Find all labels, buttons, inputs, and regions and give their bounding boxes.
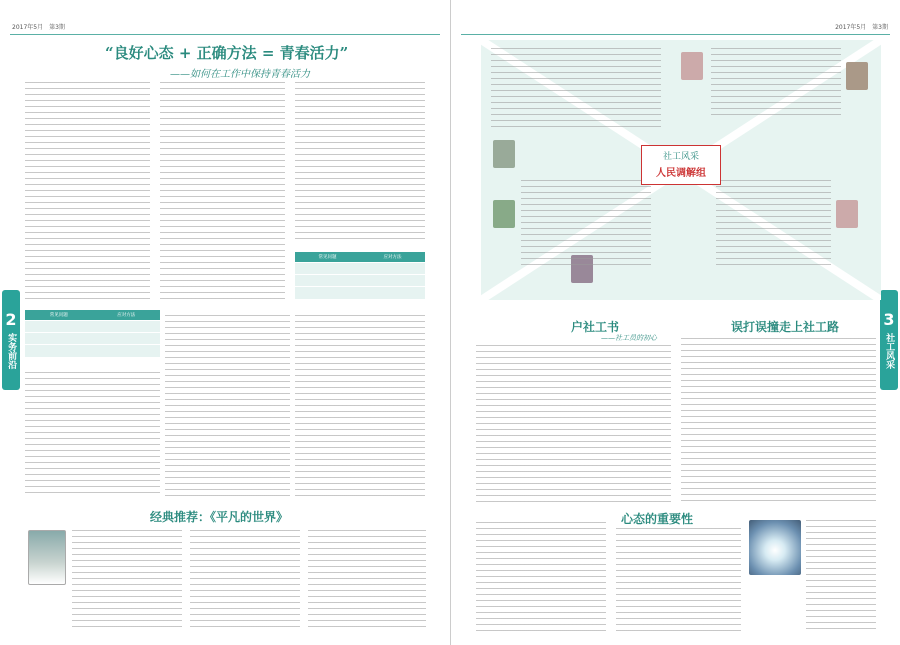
text-column: [616, 528, 741, 633]
running-head: 2017年5月 第3期: [12, 24, 65, 31]
table-cell: [295, 263, 360, 275]
right-page: [450, 0, 900, 645]
member-photo: [493, 140, 515, 168]
divider: [461, 34, 890, 35]
group-badge: [641, 145, 721, 185]
table-cell: [360, 263, 425, 275]
table-cell: [25, 321, 93, 333]
table-row: [25, 321, 160, 333]
table-cell: [295, 287, 360, 299]
text-column: [476, 522, 606, 632]
table-cell: [93, 321, 161, 333]
heart-image: [749, 520, 801, 575]
table-cell: [93, 345, 161, 357]
table-cell: [360, 275, 425, 287]
text-column: [165, 315, 290, 500]
side-tab-number: 2: [5, 309, 17, 329]
text-column: [491, 48, 661, 128]
text-column: [295, 82, 425, 242]
text-column: [25, 82, 150, 300]
table-header-row: [295, 252, 425, 263]
side-tab-label: 社工风采: [884, 333, 895, 370]
article-title: 误打误撞走上社工路: [731, 320, 840, 334]
text-column: [716, 180, 831, 270]
table-row: [25, 333, 160, 345]
table-header: 应对方法: [93, 310, 161, 321]
article-subtitle: ——社工员的初心: [601, 334, 657, 342]
member-photo: [846, 62, 868, 90]
table-row: [295, 287, 425, 299]
table-row: [295, 263, 425, 275]
table-header: 常见问题: [295, 252, 360, 263]
book-cover-image: [28, 530, 66, 585]
side-tab-label: 实务前沿: [6, 333, 17, 370]
text-column: [308, 530, 426, 630]
table-header: 应对方法: [360, 252, 425, 263]
data-table: [25, 310, 160, 357]
side-tab-number: 3: [883, 309, 895, 329]
table-header: 常见问题: [25, 310, 93, 321]
divider: [10, 34, 440, 35]
table-cell: [25, 345, 93, 357]
table-cell: [93, 333, 161, 345]
text-column: [521, 180, 651, 270]
text-column: [295, 315, 425, 500]
text-column: [72, 530, 182, 630]
running-head: 2017年5月 第3期: [835, 24, 888, 31]
table-cell: [360, 287, 425, 299]
member-photo: [493, 200, 515, 228]
data-table: [295, 252, 425, 299]
subheadline: ——如何在工作中保持青春活力: [170, 69, 310, 80]
group-name: 人民调解组: [656, 168, 706, 179]
text-column: [476, 345, 671, 505]
article-title: 户社工书: [571, 320, 620, 334]
table-cell: [295, 275, 360, 287]
headline: “良好心态 + 正确方法 = 青春活力”: [105, 44, 349, 62]
table-row: [25, 345, 160, 357]
text-column: [190, 530, 300, 630]
text-column: [711, 48, 841, 118]
group-title: 社工风采: [662, 152, 699, 162]
book-title: 经典推荐：《平凡的世界》: [150, 510, 289, 524]
member-photo: [681, 52, 703, 80]
side-tab: [2, 290, 20, 390]
text-column: [806, 520, 876, 632]
text-column: [160, 82, 285, 300]
article-title: 心态的重要性: [621, 512, 694, 526]
text-column: [681, 338, 876, 506]
table-row: [295, 275, 425, 287]
text-column: [25, 372, 160, 497]
table-header-row: [25, 310, 160, 321]
side-tab: [880, 290, 898, 390]
member-photo: [836, 200, 858, 228]
table-cell: [25, 333, 93, 345]
